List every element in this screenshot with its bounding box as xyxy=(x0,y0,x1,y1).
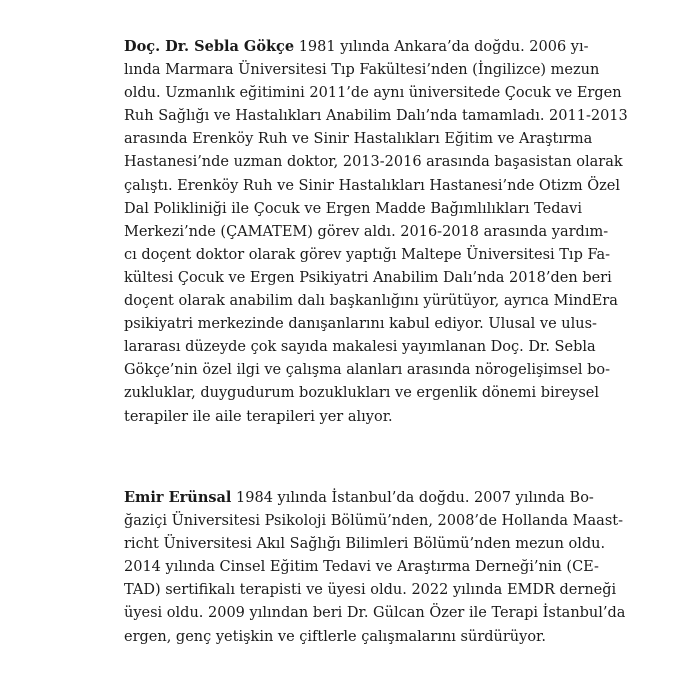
bio-line: kültesi Çocuk ve Ergen Psikiyatri Anabilim Dalı’nda 2018’den beri xyxy=(124,269,612,286)
bio-line: lararası düzeyde çok sayıda makalesi yayımlanan Doç. Dr. Sebla xyxy=(124,339,596,356)
bio-line: zukluklar, duygudurum bozuklukları ve ergenlik dönemi bireysel xyxy=(124,385,600,402)
bio-line: Ruh Sağlığı ve Hastalıkları Anabilim Dalı’nda tamamladı. 2011-2013 xyxy=(124,108,628,125)
bio-line: Dal Polikliniği ile Çocuk ve Ergen Madde Bağımlılıkları Tedavi xyxy=(124,200,583,217)
bio-line: Merkezi’nde (ÇAMATEM) görev aldı. 2016-2018 arasında yardım- xyxy=(124,223,609,240)
bio-line: Doç. Dr. Sebla Gökçe 1981 yılında Ankara’da doğdu. 2006 yı- xyxy=(124,38,589,55)
bio-line: Emir Erünsal 1984 yılında İstanbul’da doğdu. 2007 yılında Bo- xyxy=(124,489,594,506)
bio-line: psikiyatri merkezinde danışanlarını kabul ediyor. Ulusal ve ulus- xyxy=(124,316,597,333)
bio-line: richt Üniversitesi Akıl Sağlığı Bilimleri Bölümü’nden mezun oldu. xyxy=(124,536,606,553)
author-bio-sebla-gokce xyxy=(124,35,628,429)
bio-line: çalıştı. Erenköy Ruh ve Sinir Hastalıkları Hastanesi’nde Otizm Özel xyxy=(124,177,621,194)
bio-line: Hastanesi’nde uzman doktor, 2013-2016 arasında başasistan olarak xyxy=(124,154,623,171)
bio-line: ergen, genç yetişkin ve çiftlerle çalışmalarını sürdürüyor. xyxy=(124,628,547,645)
bio-line: TAD) sertifikalı terapisti ve üyesi oldu. 2022 yılında EMDR derneği xyxy=(124,582,617,599)
bio-line: doçent olarak anabilim dalı başkanlığını yürütüyor, ayrıca MindEra xyxy=(124,293,618,310)
bio-line: üyesi oldu. 2009 yılından beri Dr. Gülcan Özer ile Terapi İstanbul’da xyxy=(124,605,626,622)
bio-line: lında Marmara Üniversitesi Tıp Fakültesi’nden (İngilizce) mezun xyxy=(124,62,600,79)
author-name: Doç. Dr. Sebla Gökçe xyxy=(124,38,295,55)
bio-line: Gökçe’nin özel ilgi ve çalışma alanları arasında nörogelişimsel bo- xyxy=(124,362,610,379)
bio-line: cı doçent doktor olarak görev yaptığı Maltepe Üniversitesi Tıp Fa- xyxy=(124,246,611,263)
author-name: Emir Erünsal xyxy=(124,489,232,506)
bio-line: 2014 yılında Cinsel Eğitim Tedavi ve Araştırma Derneği’nin (CE- xyxy=(124,559,599,576)
bio-line: arasında Erenköy Ruh ve Sinir Hastalıkları Eğitim ve Araştırma xyxy=(124,131,593,148)
bio-line: terapiler ile aile terapileri yer alıyor. xyxy=(124,408,393,425)
bio-line: ğaziçi Üniversitesi Psikoloji Bölümü’nden, 2008’de Hollanda Maast- xyxy=(124,513,623,530)
author-bio-emir-erunsal xyxy=(124,486,626,649)
bio-line: oldu. Uzmanlık eğitimini 2011’de aynı üniversitede Çocuk ve Ergen xyxy=(124,85,622,102)
